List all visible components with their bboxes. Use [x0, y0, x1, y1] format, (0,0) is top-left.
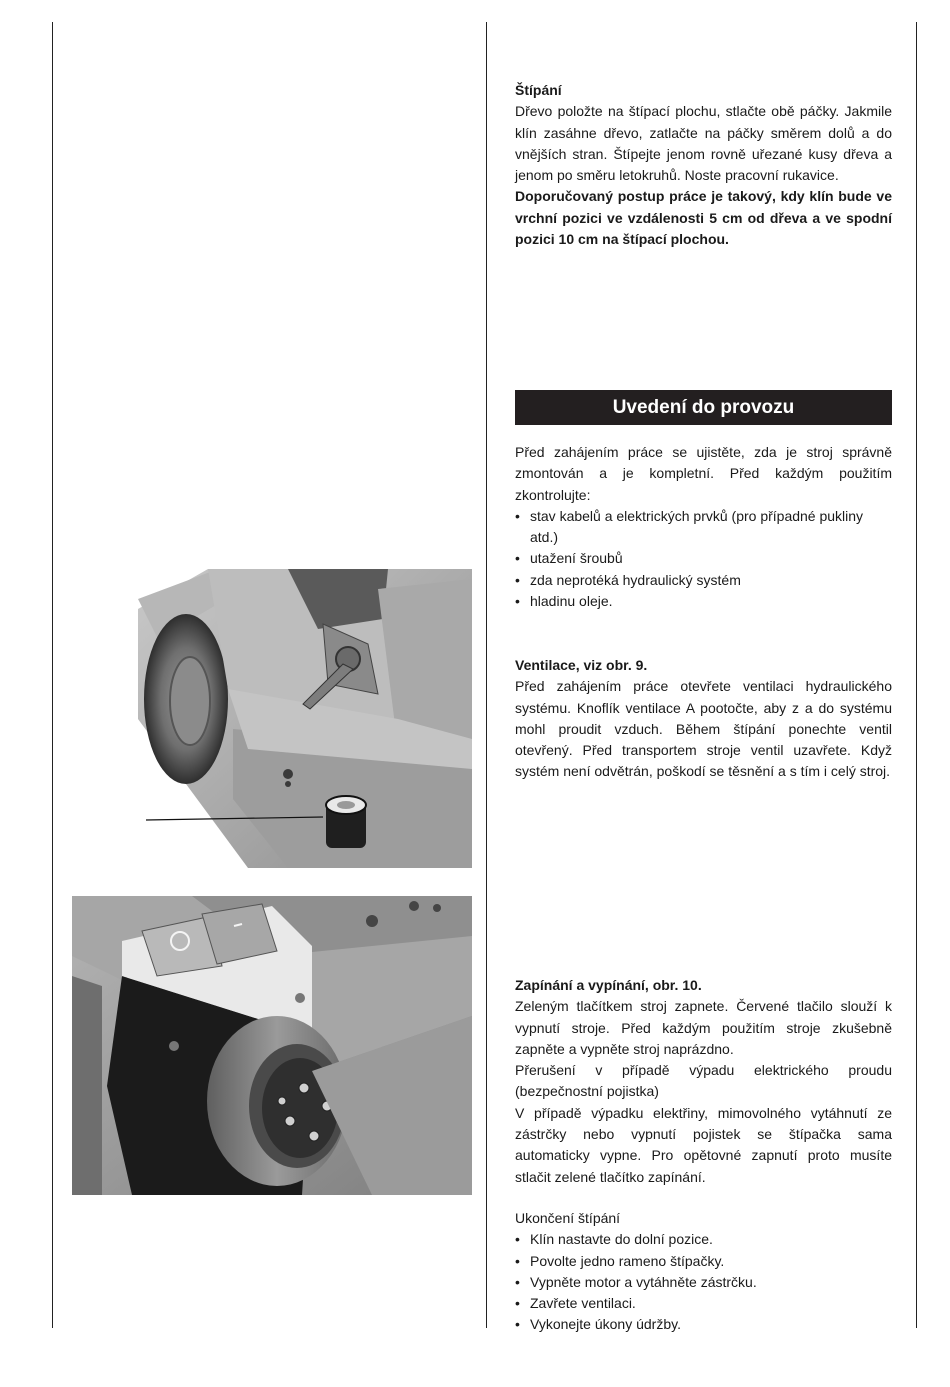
list-item: • Klín nastavte do dolní pozice. — [515, 1229, 892, 1250]
commissioning-heading: Uvedení do provozu — [515, 390, 892, 425]
switching-section — [515, 975, 892, 1188]
list-item: • Vykonejte úkony údržby. — [515, 1314, 892, 1335]
splitting-recommendation: Doporučovaný postup práce je takový, kdy klín bude ve vrchní pozici ve vzdálenosti 5 cm od dřeva a ve spodní pozici 10 cm na štípací plochou. — [515, 188, 892, 248]
commissioning-intro: Před zahájením práce se ujistěte, zda je stroj správně zmontován a je kompletní. Před každým použitím zkontrolujte: — [515, 444, 892, 503]
center-column-rule — [486, 22, 487, 1328]
right-margin-rule — [916, 22, 917, 1328]
splitting-section — [515, 80, 892, 250]
list-item: • utažení šroubů — [515, 548, 892, 569]
ventilation-title: Ventilace, viz obr. 9. — [515, 657, 648, 673]
ventilation-knob-photo — [138, 569, 472, 868]
commissioning-checklist — [515, 506, 892, 612]
list-item: • zda neprotéká hydraulický systém — [515, 570, 892, 591]
switch-and-plug-photo — [72, 896, 472, 1195]
switching-p2: Přerušení v případě výpadu elektrického proudu (bezpečnostní pojistka) — [515, 1062, 892, 1100]
ventilation-section — [515, 655, 892, 783]
list-item: • Zavřete ventilaci. — [515, 1293, 892, 1314]
switching-title: Zapínání a vypínání, obr. 10. — [515, 977, 702, 993]
finish-section — [515, 1208, 892, 1336]
ventilation-body: Před zahájením práce otevřete ventilaci hydraulického systému. Knoflík ventilace A pootočte, aby z a do systému mohl proudit vzduch. Během štípání ponechte ventil otevřený. Před transportem stroje ventil uzavřete. Když systém není odvětrán, poškodí se těsnění a s tím i celý stroj. — [515, 678, 892, 780]
finish-steps — [515, 1229, 892, 1335]
commissioning-section — [515, 442, 892, 612]
splitting-body: Dřevo položte na štípací plochu, stlačte obě páčky. Jakmile klín zasáhne dřevo, zatlačte na páčky směrem dolů a do vnějších stran. Štípejte jenom rovně uřezané kusy dřeva a jenom po směru letokruhů. Noste pracovní rukavice. — [515, 103, 892, 184]
list-item: • stav kabelů a elektrických prvků (pro případné pukliny atd.) — [515, 506, 892, 549]
list-item: • Vypněte motor a vytáhněte zástrčku. — [515, 1272, 892, 1293]
finish-title: Ukončení štípání — [515, 1210, 621, 1226]
switching-p3: V případě výpadku elektřiny, mimovolného vytáhnutí ze zástrčky nebo vypnutí pojistek se štípačka sama automaticky vypne. Pro opětovné zapnutí proto musíte stlačit zelené tlačítko zapínání. — [515, 1104, 892, 1185]
splitting-title: Štípání — [515, 82, 562, 98]
switching-p1: Zeleným tlačítkem stroj zapnete. Červené tlačilo slouží k vypnutí stroje. Před každým použitím stroje zkušebně zapněte a vypněte stroj naprázdno. — [515, 998, 892, 1057]
left-margin-rule — [52, 22, 53, 1328]
list-item: • Povolte jedno rameno štípačky. — [515, 1251, 892, 1272]
list-item: • hladinu oleje. — [515, 591, 892, 612]
